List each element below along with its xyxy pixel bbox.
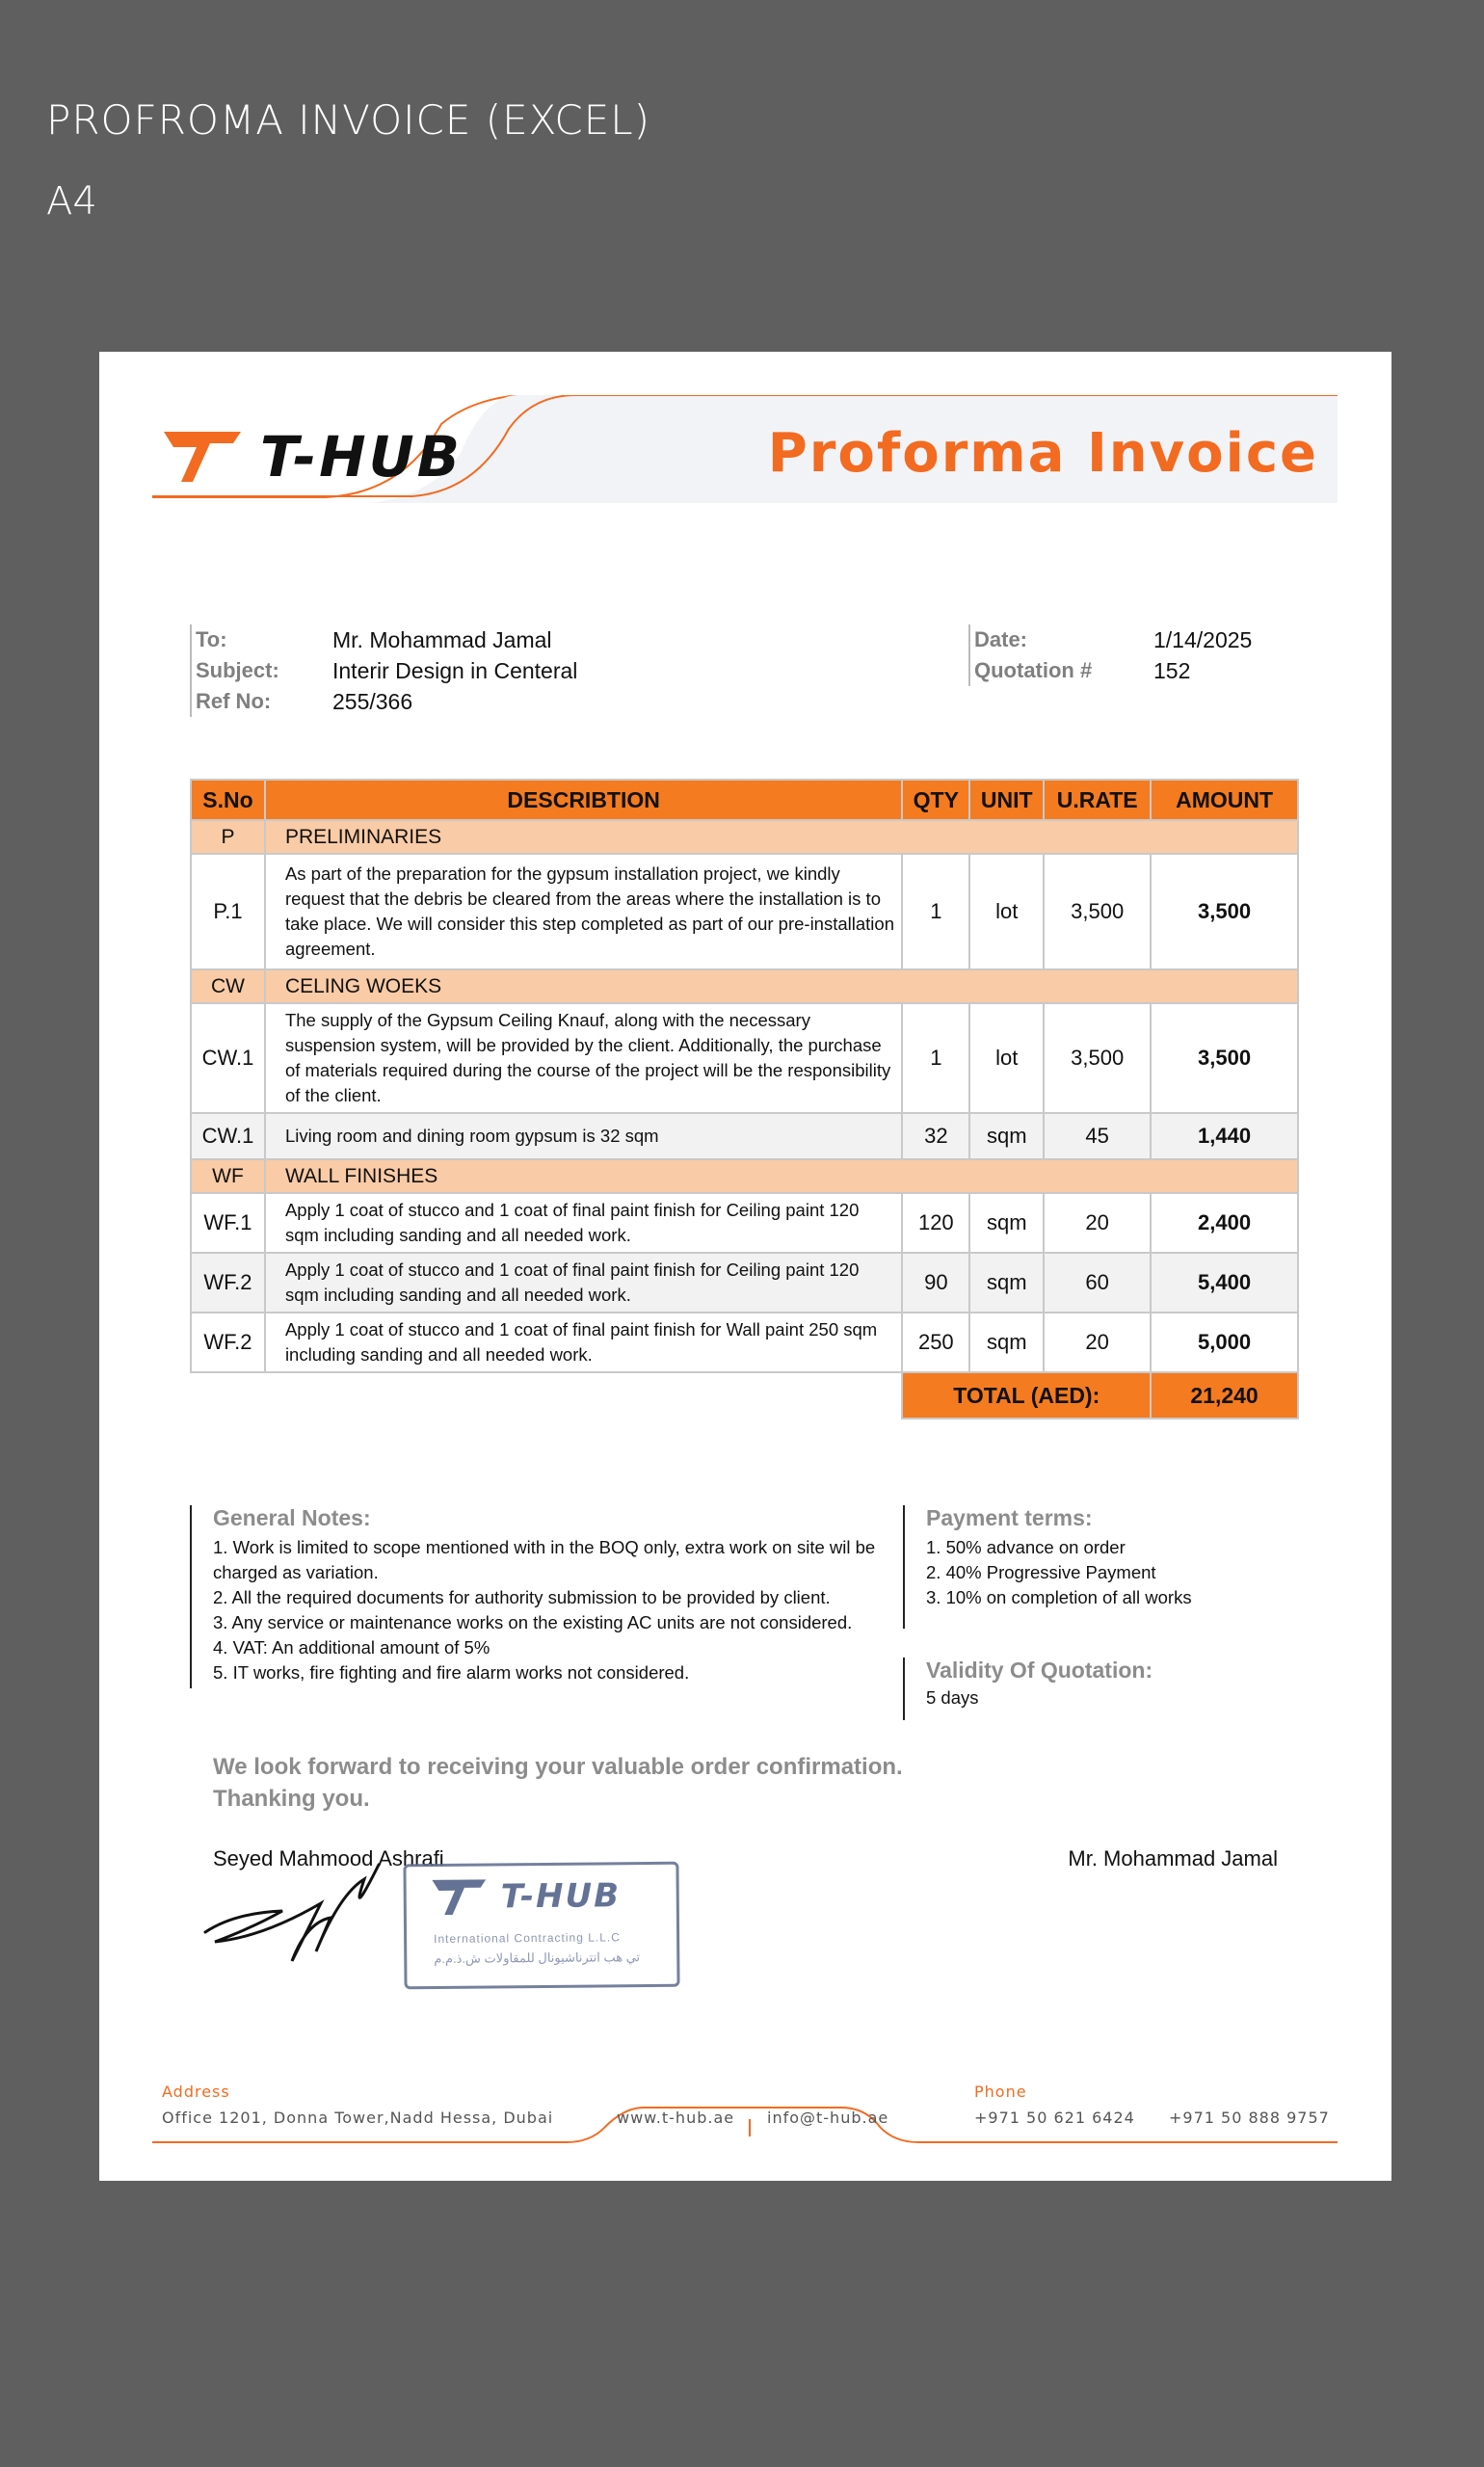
row-sno: CW.1 <box>191 1113 265 1159</box>
quotation-label: Quotation # <box>974 658 1093 682</box>
row-sno: P.1 <box>191 854 265 969</box>
row-qty: 90 <box>902 1253 969 1313</box>
phone-2: +971 50 888 9757 <box>1169 2109 1330 2127</box>
signatory-right: Mr. Mohammad Jamal <box>1068 1846 1278 1870</box>
table-header-row <box>191 780 1298 820</box>
row-unit: sqm <box>969 1193 1044 1253</box>
row-amount: 3,500 <box>1151 854 1298 969</box>
section-code: WF <box>191 1159 265 1193</box>
payment-item: 1. 50% advance on order <box>926 1537 1126 1557</box>
row-description: Apply 1 coat of stucco and 1 coat of final paint finish for Wall paint 250 sqm including sanding and all needed work. <box>265 1313 902 1372</box>
stamp-brand: T-HUB <box>500 1876 622 1917</box>
total-label: TOTAL (AED): <box>902 1372 1151 1419</box>
row-qty: 1 <box>902 854 969 969</box>
col-header-unit: UNIT <box>969 780 1044 820</box>
row-description: Apply 1 coat of stucco and 1 coat of final paint finish for Ceiling paint 120 sqm including sanding and all needed work. <box>265 1193 902 1253</box>
invoice-sheet <box>99 352 1391 2181</box>
ref-value: 255/366 <box>332 689 413 714</box>
address-label: Address <box>162 2082 230 2101</box>
row-description: Apply 1 coat of stucco and 1 coat of final paint finish for Ceiling paint 120 sqm including sanding and all needed work. <box>265 1253 902 1313</box>
row-rate: 45 <box>1044 1113 1151 1159</box>
table-row <box>191 1193 1298 1253</box>
col-header-description: DESCRIBTION <box>265 780 902 820</box>
section-row <box>191 969 1298 1003</box>
row-unit: lot <box>969 1003 1044 1113</box>
items-table <box>190 779 1299 1419</box>
section-title: WALL FINISHES <box>265 1159 1298 1193</box>
col-header-rate: U.RATE <box>1044 780 1151 820</box>
section-title: CELING WOEKS <box>265 969 1298 1003</box>
row-unit: sqm <box>969 1313 1044 1372</box>
payment-terms <box>903 1505 1331 1629</box>
row-sno: WF.2 <box>191 1313 265 1372</box>
stamp-arabic: تي هب انترناشيونال للمقاولات ش.ذ.م.م <box>434 1950 641 1966</box>
row-amount: 5,400 <box>1151 1253 1298 1313</box>
row-sno: CW.1 <box>191 1003 265 1113</box>
page-title: PROFROMA INVOICE (EXCEL) <box>46 96 651 144</box>
col-header-qty: QTY <box>902 780 969 820</box>
row-amount: 5,000 <box>1151 1313 1298 1372</box>
website-link[interactable]: www.t-hub.ae <box>617 2109 735 2127</box>
date-label: Date: <box>974 627 1028 651</box>
closing-message <box>213 1751 903 1815</box>
stamp-logo-icon <box>430 1877 488 1917</box>
recipient-info <box>190 624 577 717</box>
table-row <box>191 1253 1298 1313</box>
invoice-header <box>152 395 1338 511</box>
col-header-amount: AMOUNT <box>1151 780 1298 820</box>
company-logo <box>160 424 463 490</box>
closing-line-2: Thanking you. <box>213 1786 370 1812</box>
row-amount: 3,500 <box>1151 1003 1298 1113</box>
row-qty: 32 <box>902 1113 969 1159</box>
note-item: 3. Any service or maintenance works on the existing AC units are not considered. <box>213 1612 853 1632</box>
section-code: P <box>191 820 265 854</box>
notes-title: General Notes: <box>213 1505 371 1530</box>
document-title: Proforma Invoice <box>767 422 1318 485</box>
row-description: Living room and dining room gypsum is 32 sqm <box>265 1113 902 1159</box>
t-hub-logo-icon <box>160 430 243 484</box>
signatory-left: Seyed Mahmood Ashrafi <box>213 1846 444 1870</box>
address-value: Office 1201, Donna Tower,Nadd Hessa, Dubai <box>162 2109 554 2127</box>
total-value: 21,240 <box>1151 1372 1298 1419</box>
stamp-subtitle: International Contracting L.L.C <box>434 1930 621 1946</box>
row-qty: 120 <box>902 1193 969 1253</box>
row-sno: WF.1 <box>191 1193 265 1253</box>
invoice-footer <box>152 2077 1338 2154</box>
row-unit: sqm <box>969 1253 1044 1313</box>
email-link[interactable]: info@t-hub.ae <box>767 2109 889 2127</box>
row-description: As part of the preparation for the gypsum installation project, we kindly request that the debris be cleared from the areas where the installation is to take place. We will consider this step completed as part of our pre-installation agreement. <box>265 854 902 969</box>
row-unit: sqm <box>969 1113 1044 1159</box>
ref-label: Ref No: <box>196 689 272 713</box>
col-header-sno: S.No <box>191 780 265 820</box>
total-row <box>191 1372 1298 1419</box>
row-rate: 3,500 <box>1044 1003 1151 1113</box>
phone-1: +971 50 621 6424 <box>974 2109 1135 2127</box>
row-description: The supply of the Gypsum Ceiling Knauf, along with the necessary suspension system, will be provided by the client. Additionally, the purchase of materials required during the course of the project will be the responsibility of the client. <box>265 1003 902 1113</box>
row-qty: 1 <box>902 1003 969 1113</box>
quotation-validity <box>903 1658 1331 1720</box>
general-notes <box>190 1505 888 1688</box>
payment-item: 3. 10% on completion of all works <box>926 1587 1192 1607</box>
brand-name: T-HUB <box>260 424 463 490</box>
table-row <box>191 1113 1298 1159</box>
note-item: 5. IT works, fire fighting and fire alarm works not considered. <box>213 1662 690 1683</box>
phone-label: Phone <box>974 2082 1027 2101</box>
row-sno: WF.2 <box>191 1253 265 1313</box>
row-amount: 2,400 <box>1151 1193 1298 1253</box>
row-qty: 250 <box>902 1313 969 1372</box>
table-row <box>191 1313 1298 1372</box>
to-label: To: <box>196 627 227 651</box>
to-value: Mr. Mohammad Jamal <box>332 627 552 652</box>
closing-line-1: We look forward to receiving your valuable order confirmation. <box>213 1754 903 1780</box>
row-rate: 3,500 <box>1044 854 1151 969</box>
section-title: PRELIMINARIES <box>265 820 1298 854</box>
date-value: 1/14/2025 <box>1153 627 1253 652</box>
row-rate: 60 <box>1044 1253 1151 1313</box>
row-amount: 1,440 <box>1151 1113 1298 1159</box>
payment-title: Payment terms: <box>926 1505 1093 1530</box>
subject-value: Interir Design in Centeral <box>332 658 578 683</box>
payment-item: 2. 40% Progressive Payment <box>926 1562 1156 1582</box>
section-row <box>191 1159 1298 1193</box>
row-rate: 20 <box>1044 1193 1151 1253</box>
subject-label: Subject: <box>196 658 279 682</box>
company-stamp <box>403 1862 679 1989</box>
row-rate: 20 <box>1044 1313 1151 1372</box>
note-item: 2. All the required documents for authority submission to be provided by client. <box>213 1587 831 1607</box>
handwritten-signature-icon <box>196 1836 427 1971</box>
table-row <box>191 1003 1298 1113</box>
validity-title: Validity Of Quotation: <box>926 1658 1153 1683</box>
note-item: 4. VAT: An additional amount of 5% <box>213 1637 490 1658</box>
page-size-label: A4 <box>46 179 97 224</box>
quotation-value: 152 <box>1153 658 1191 683</box>
section-row <box>191 820 1298 854</box>
quotation-info <box>968 624 1252 686</box>
table-row <box>191 854 1298 969</box>
row-unit: lot <box>969 854 1044 969</box>
note-item: 1. Work is limited to scope mentioned with in the BOQ only, extra work on site wil be charged as variation. <box>213 1537 876 1582</box>
validity-value: 5 days <box>926 1687 979 1708</box>
section-code: CW <box>191 969 265 1003</box>
